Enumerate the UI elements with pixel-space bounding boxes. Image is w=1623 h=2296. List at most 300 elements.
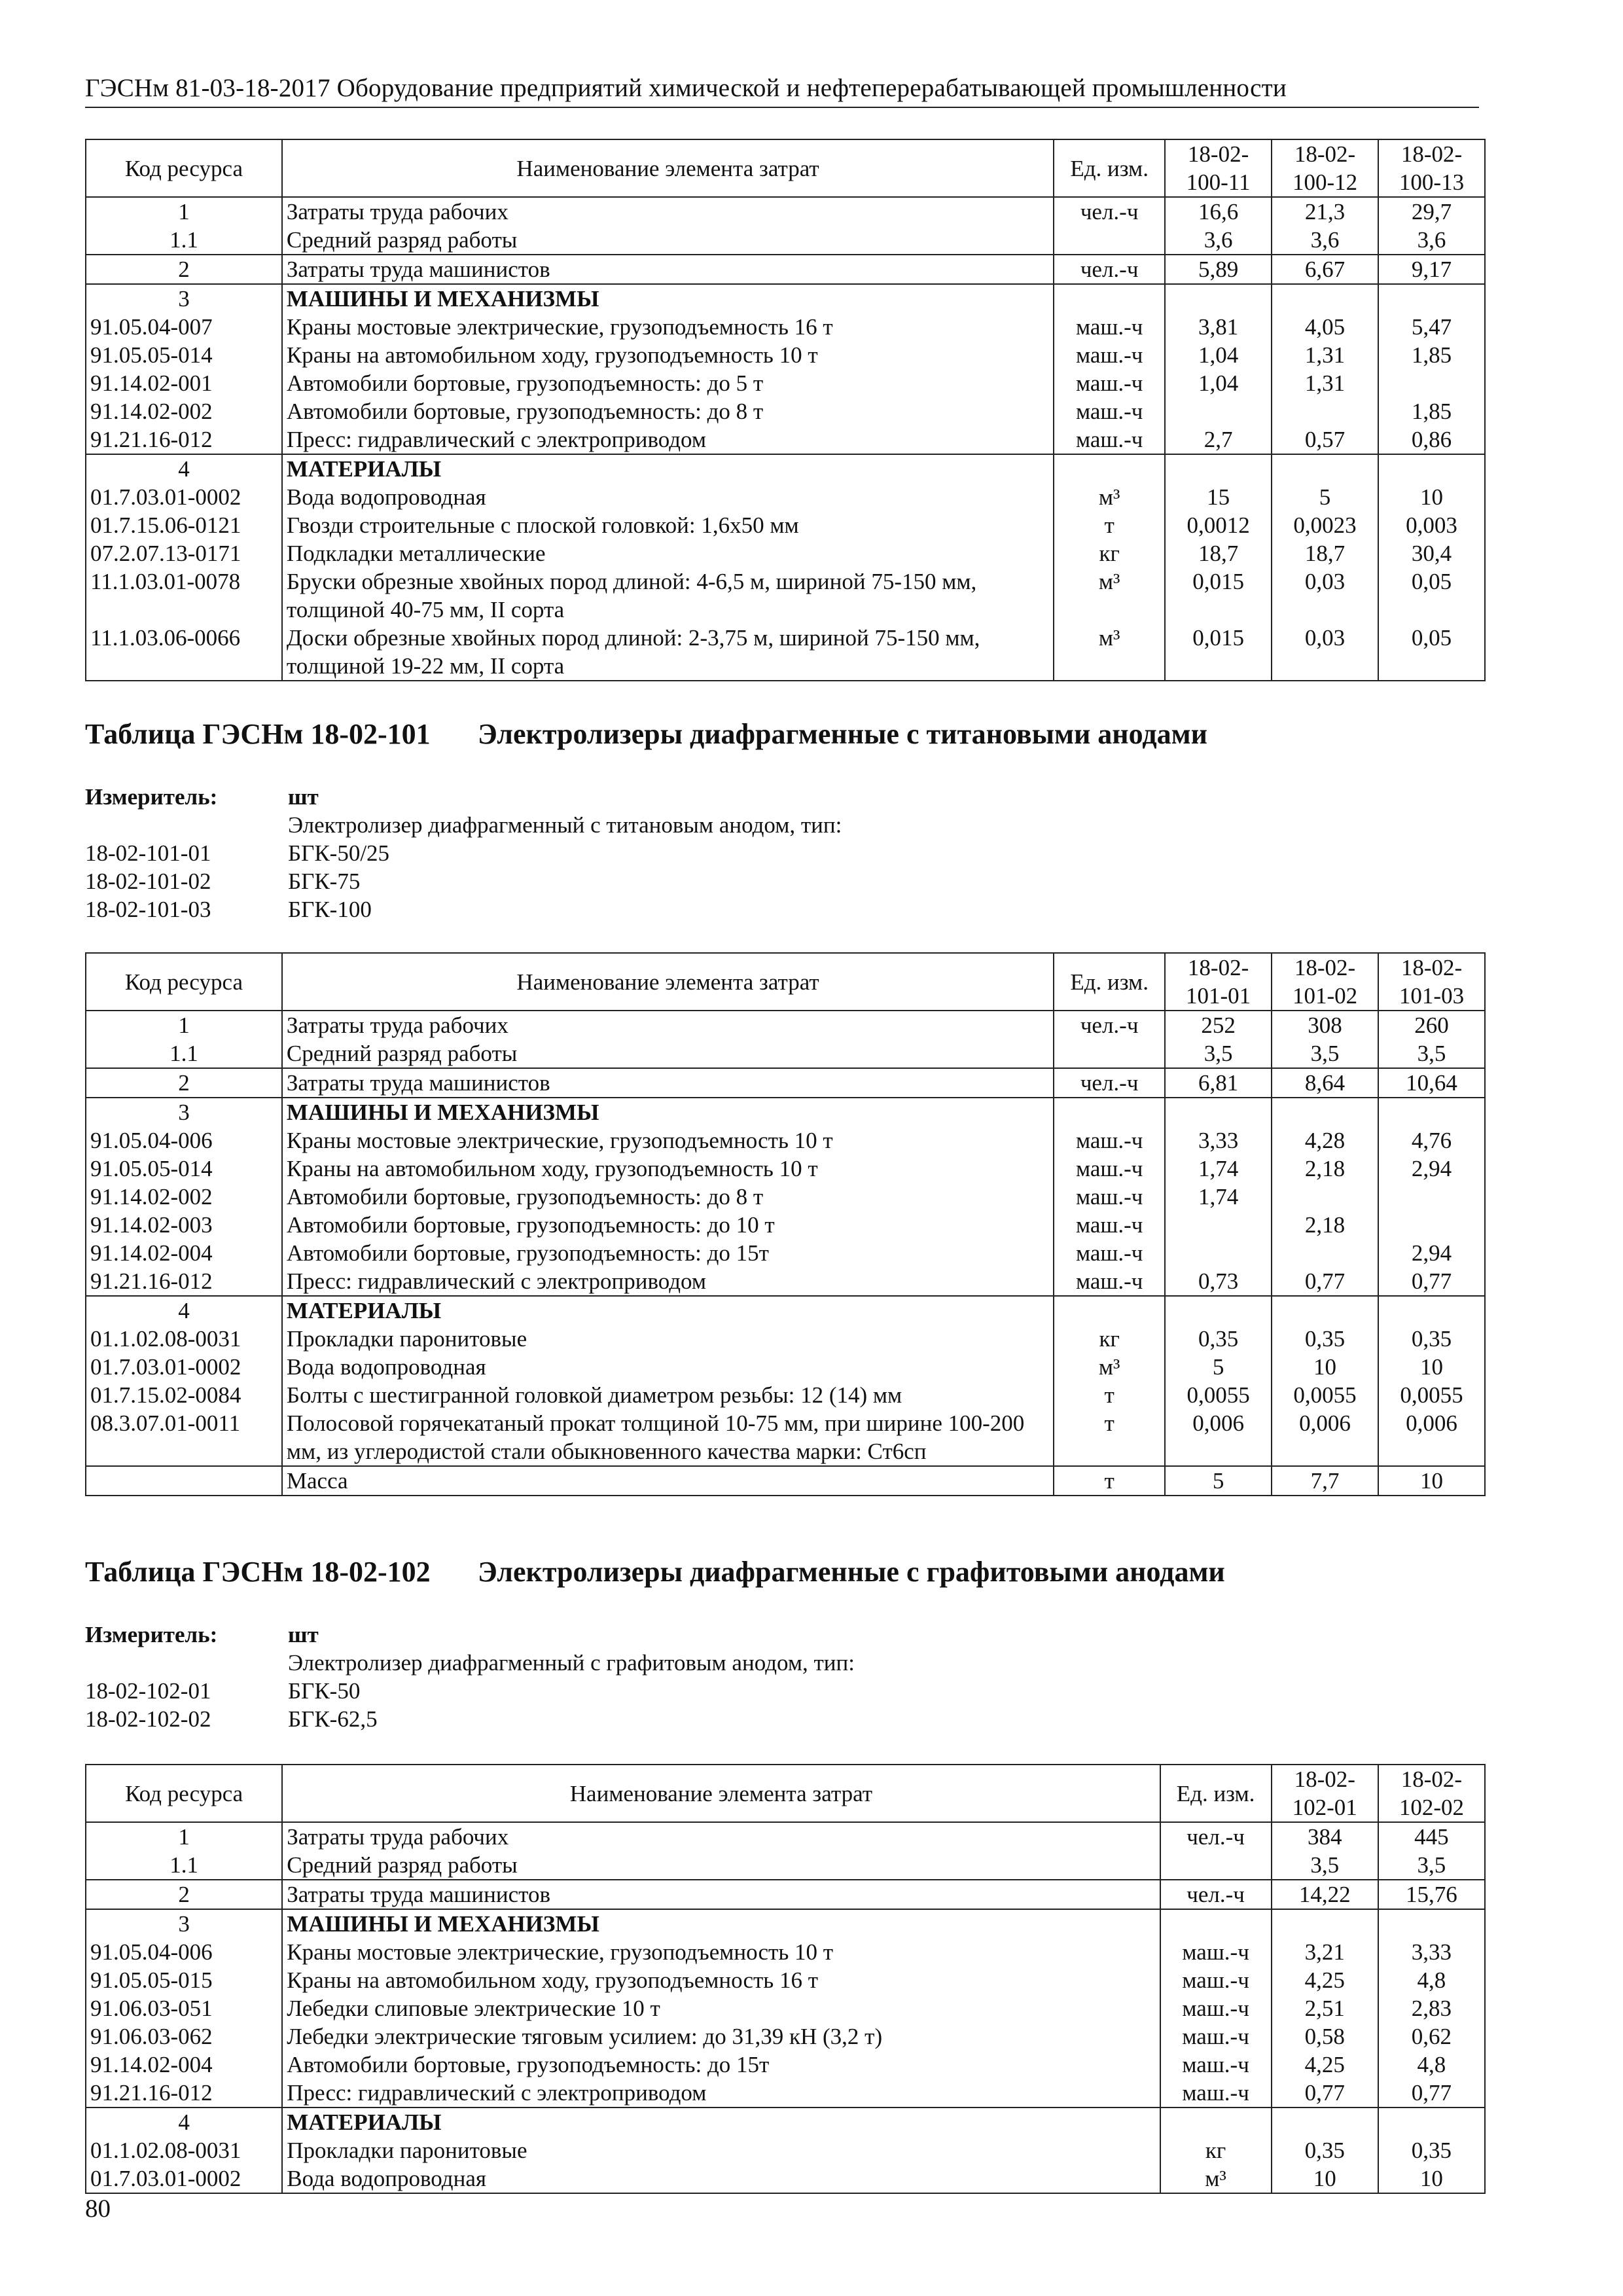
resource-code: 91.21.16-012 [86, 1267, 282, 1296]
resource-value: 0,0012 [1165, 511, 1272, 539]
item-name: БГК-75 [288, 869, 361, 894]
table-row [86, 1183, 1485, 1211]
table-row [86, 1822, 1485, 1851]
table-row [86, 2136, 1485, 2164]
resource-code: 91.21.16-012 [86, 2079, 282, 2108]
resource-value: 10 [1378, 1353, 1485, 1381]
resource-value [1378, 369, 1485, 397]
column-header: 18-02-101-03 [1378, 953, 1485, 1011]
measure-description: Электролизер диафрагменный с графитовым анодом, тип: [288, 1650, 855, 1676]
resource-name: Затраты труда машинистов [282, 255, 1054, 284]
resource-unit: чел.-ч [1054, 255, 1165, 284]
resource-code: 4 [86, 2108, 282, 2136]
resource-value: 5 [1165, 1466, 1272, 1496]
resource-value: 3,5 [1165, 1039, 1272, 1068]
page-header: ГЭСНм 81-03-18-2017 Оборудование предприятий химической и нефтеперерабатывающей промышленности [85, 73, 1479, 108]
resource-unit: чел.-ч [1160, 1822, 1272, 1851]
resource-unit [1160, 1909, 1272, 1938]
resource-name: Полосовой горячекатаный прокат толщиной 10-75 мм, при ширине 100-200 мм, из углеродистой стали обыкновенного качества марки: Ст6сп [282, 1409, 1054, 1466]
resource-unit: т [1054, 1381, 1165, 1409]
resource-name: Пресс: гидравлический с электроприводом [282, 2079, 1160, 2108]
resource-value [1165, 397, 1272, 425]
resource-code: 01.7.15.06-0121 [86, 511, 282, 539]
resource-code: 11.1.03.01-0078 [86, 567, 282, 624]
resource-value [1165, 1211, 1272, 1239]
column-header: 18-02-101-02 [1272, 953, 1378, 1011]
resource-value: 0,35 [1272, 1325, 1378, 1353]
measure-block-18-02-101 [85, 783, 842, 924]
resource-value: 0,35 [1378, 1325, 1485, 1353]
table-row [86, 483, 1485, 511]
resource-unit: маш.-ч [1054, 369, 1165, 397]
measure-description: Электролизер диафрагменный с титановым анодом, тип: [288, 812, 842, 838]
resource-value: 0,05 [1378, 624, 1485, 681]
resource-value [1165, 1296, 1272, 1325]
resource-name: Подкладки металлические [282, 539, 1054, 567]
resource-name: Автомобили бортовые, грузоподъемность: до 5 т [282, 369, 1054, 397]
table-row [86, 1938, 1485, 1966]
table-row [86, 1068, 1485, 1098]
resource-value: 0,62 [1378, 2022, 1485, 2051]
item-code: 18-02-101-03 [85, 897, 211, 922]
resource-name: Автомобили бортовые, грузоподъемность: до 8 т [282, 1183, 1054, 1211]
resource-value: 30,4 [1378, 539, 1485, 567]
column-header: Код ресурса [86, 139, 282, 197]
resource-name: Лебедки слиповые электрические 10 т [282, 1994, 1160, 2022]
resource-value: 0,03 [1272, 567, 1378, 624]
resource-value: 9,17 [1378, 255, 1485, 284]
resource-value: 0,73 [1165, 1267, 1272, 1296]
resource-code: 01.1.02.08-0031 [86, 1325, 282, 1353]
resource-value: 252 [1165, 1011, 1272, 1039]
resource-value: 5,89 [1165, 255, 1272, 284]
resource-value: 10 [1378, 483, 1485, 511]
resource-code [86, 1466, 282, 1496]
resource-unit: чел.-ч [1054, 1068, 1165, 1098]
resource-value: 15 [1165, 483, 1272, 511]
resource-name: Прокладки паронитовые [282, 2136, 1160, 2164]
table-row [86, 1211, 1485, 1239]
resource-code: 1 [86, 1822, 282, 1851]
resource-value: 7,7 [1272, 1466, 1378, 1496]
resource-name: Краны мостовые электрические, грузоподъемность 10 т [282, 1938, 1160, 1966]
resource-unit: м³ [1054, 624, 1165, 681]
resource-code: 3 [86, 284, 282, 313]
resource-value: 3,5 [1272, 1851, 1378, 1880]
resource-code: 91.05.05-015 [86, 1966, 282, 1994]
resource-unit: м³ [1054, 567, 1165, 624]
table-row [86, 1296, 1485, 1325]
table-row [86, 1039, 1485, 1068]
resource-value: 0,003 [1378, 511, 1485, 539]
table-row [86, 567, 1485, 624]
resource-value [1165, 1239, 1272, 1267]
resource-value [1272, 1098, 1378, 1126]
resource-code: 91.05.05-014 [86, 341, 282, 369]
table-row [86, 1098, 1485, 1126]
resource-unit: кг [1160, 2136, 1272, 2164]
table-row [86, 1155, 1485, 1183]
resource-name: Затраты труда машинистов [282, 1068, 1054, 1098]
measure-unit: шт [288, 784, 319, 810]
resource-value: 2,18 [1272, 1155, 1378, 1183]
resource-code: 2 [86, 1068, 282, 1098]
resource-name: Автомобили бортовые, грузоподъемность: до 15т [282, 1239, 1054, 1267]
resource-value: 0,006 [1272, 1409, 1378, 1466]
resource-value [1272, 397, 1378, 425]
resource-value: 0,77 [1378, 1267, 1485, 1296]
column-header: 18-02-100-11 [1165, 139, 1272, 197]
table-row [86, 425, 1485, 454]
resource-unit: маш.-ч [1054, 1267, 1165, 1296]
resource-value: 1,04 [1165, 369, 1272, 397]
resource-value [1378, 1098, 1485, 1126]
table-header-row [86, 1765, 1485, 1822]
resource-name: Болты с шестигранной головкой диаметром резьбы: 12 (14) мм [282, 1381, 1054, 1409]
resource-code: 1.1 [86, 1851, 282, 1880]
resource-value [1378, 454, 1485, 483]
resource-name: Затраты труда рабочих [282, 197, 1054, 226]
table-row [86, 2079, 1485, 2108]
resource-value: 0,35 [1272, 2136, 1378, 2164]
resource-value: 1,31 [1272, 369, 1378, 397]
resource-code: 91.05.04-006 [86, 1938, 282, 1966]
resource-code: 91.14.02-002 [86, 397, 282, 425]
item-name: БГК-50 [288, 1678, 361, 1704]
resource-value [1165, 1098, 1272, 1126]
resource-code: 3 [86, 1909, 282, 1938]
resource-unit [1054, 454, 1165, 483]
section-title-18-02-101 [85, 717, 1207, 751]
resource-code: 91.14.02-001 [86, 369, 282, 397]
resource-value: 10 [1378, 2164, 1485, 2193]
table-title: Электролизеры диафрагменные с графитовыми анодами [478, 1556, 1225, 1588]
resource-value: 4,8 [1378, 2051, 1485, 2079]
resource-code: 3 [86, 1098, 282, 1126]
resource-value: 5 [1272, 483, 1378, 511]
page-number: 80 [85, 2195, 111, 2223]
resource-code: 01.1.02.08-0031 [86, 2136, 282, 2164]
measure-label: Измеритель: [85, 1622, 218, 1647]
resource-name: Пресс: гидравлический с электроприводом [282, 425, 1054, 454]
measure-block-18-02-102 [85, 1621, 855, 1733]
resource-name: Масса [282, 1466, 1054, 1496]
column-header: Наименование элемента затрат [282, 139, 1054, 197]
resource-unit: маш.-ч [1054, 1126, 1165, 1155]
resource-value: 10 [1378, 1466, 1485, 1496]
resource-code: 91.21.16-012 [86, 425, 282, 454]
resource-name: Бруски обрезные хвойных пород длиной: 4-6,5 м, шириной 75-150 мм, толщиной 40-75 мм, II сорта [282, 567, 1054, 624]
resource-value: 3,21 [1272, 1938, 1378, 1966]
table-title: Электролизеры диафрагменные с титановыми анодами [478, 718, 1207, 750]
resource-value: 0,0055 [1272, 1381, 1378, 1409]
resource-value: 5,47 [1378, 313, 1485, 341]
resource-code: 2 [86, 1880, 282, 1909]
item-name: БГК-100 [288, 897, 372, 922]
resource-value: 8,64 [1272, 1068, 1378, 1098]
resource-name: МАШИНЫ И МЕХАНИЗМЫ [282, 284, 1054, 313]
table-row [86, 1851, 1485, 1880]
resource-unit [1054, 1098, 1165, 1126]
resource-code: 2 [86, 255, 282, 284]
item-code: 18-02-101-02 [85, 869, 211, 894]
resource-value: 0,0055 [1165, 1381, 1272, 1409]
column-header: 18-02-101-01 [1165, 953, 1272, 1011]
resource-unit: маш.-ч [1160, 2022, 1272, 2051]
resource-value: 4,25 [1272, 1966, 1378, 1994]
resource-code: 91.06.03-051 [86, 1994, 282, 2022]
resource-value: 4,28 [1272, 1126, 1378, 1155]
resource-value: 0,35 [1165, 1325, 1272, 1353]
resource-value: 6,81 [1165, 1068, 1272, 1098]
resource-name: Затраты труда рабочих [282, 1011, 1054, 1039]
resource-value: 3,6 [1378, 226, 1485, 255]
resource-unit [1160, 2108, 1272, 2136]
resource-value: 1,85 [1378, 341, 1485, 369]
resource-name: Краны мостовые электрические, грузоподъемность 16 т [282, 313, 1054, 341]
resource-name: МАТЕРИАЛЫ [282, 2108, 1160, 2136]
resource-value: 3,5 [1378, 1039, 1485, 1068]
resource-unit: маш.-ч [1160, 2051, 1272, 2079]
column-header: Код ресурса [86, 1765, 282, 1822]
resource-value: 1,74 [1165, 1155, 1272, 1183]
resource-code: 01.7.15.02-0084 [86, 1381, 282, 1409]
resource-unit: маш.-ч [1054, 1155, 1165, 1183]
resource-value: 0,58 [1272, 2022, 1378, 2051]
resource-value: 0,006 [1378, 1409, 1485, 1466]
resource-value: 260 [1378, 1011, 1485, 1039]
table-row [86, 1267, 1485, 1296]
table-row [86, 397, 1485, 425]
resource-value: 445 [1378, 1822, 1485, 1851]
table-row [86, 1011, 1485, 1039]
resource-value: 2,83 [1378, 1994, 1485, 2022]
resource-value: 3,81 [1165, 313, 1272, 341]
table-row [86, 1409, 1485, 1466]
resource-name: МАШИНЫ И МЕХАНИЗМЫ [282, 1909, 1160, 1938]
resource-name: Автомобили бортовые, грузоподъемность: до 15т [282, 2051, 1160, 2079]
resource-value: 0,77 [1378, 2079, 1485, 2108]
resource-name: Краны на автомобильном ходу, грузоподъемность 10 т [282, 1155, 1054, 1183]
resource-value: 15,76 [1378, 1880, 1485, 1909]
resource-name: Краны на автомобильном ходу, грузоподъемность 16 т [282, 1966, 1160, 1994]
resource-value [1165, 284, 1272, 313]
column-header: Ед. изм. [1054, 953, 1165, 1011]
resource-unit: маш.-ч [1054, 1211, 1165, 1239]
resource-value [1272, 1296, 1378, 1325]
resource-unit [1054, 1039, 1165, 1068]
resource-value: 4,76 [1378, 1126, 1485, 1155]
resource-code: 91.06.03-062 [86, 2022, 282, 2051]
table-row [86, 624, 1485, 681]
table-row [86, 1994, 1485, 2022]
resource-value: 6,67 [1272, 255, 1378, 284]
resource-name: Прокладки паронитовые [282, 1325, 1054, 1353]
resource-name: Средний разряд работы [282, 1851, 1160, 1880]
table-row [86, 1381, 1485, 1409]
resource-value: 2,94 [1378, 1155, 1485, 1183]
table-row [86, 369, 1485, 397]
resource-name: Вода водопроводная [282, 1353, 1054, 1381]
resource-unit: м³ [1160, 2164, 1272, 2193]
table-row [86, 313, 1485, 341]
column-header: Код ресурса [86, 953, 282, 1011]
resource-unit: т [1054, 1409, 1165, 1466]
resource-unit: маш.-ч [1054, 425, 1165, 454]
resource-unit: маш.-ч [1054, 313, 1165, 341]
resource-value [1272, 2108, 1378, 2136]
column-header: Ед. изм. [1160, 1765, 1272, 1822]
resource-value: 3,5 [1272, 1039, 1378, 1068]
column-header: Наименование элемента затрат [282, 953, 1054, 1011]
resource-name: Автомобили бортовые, грузоподъемность: до 8 т [282, 397, 1054, 425]
resource-value [1272, 454, 1378, 483]
table-row [86, 1966, 1485, 1994]
table-row [86, 1353, 1485, 1381]
resource-value: 5 [1165, 1353, 1272, 1381]
resource-value: 3,5 [1378, 1851, 1485, 1880]
resource-value: 18,7 [1165, 539, 1272, 567]
resource-value: 3,33 [1165, 1126, 1272, 1155]
resource-value: 4,05 [1272, 313, 1378, 341]
resource-value: 29,7 [1378, 197, 1485, 226]
item-code: 18-02-101-01 [85, 840, 211, 866]
resource-name: Краны на автомобильном ходу, грузоподъемность 10 т [282, 341, 1054, 369]
resource-code: 07.2.07.13-0171 [86, 539, 282, 567]
resource-value: 4,25 [1272, 2051, 1378, 2079]
table-number: Таблица ГЭСНм 18-02-101 [85, 718, 431, 750]
resource-value: 3,6 [1272, 226, 1378, 255]
resource-code: 1 [86, 1011, 282, 1039]
resource-value: 2,18 [1272, 1211, 1378, 1239]
resource-code: 91.05.04-007 [86, 313, 282, 341]
resource-unit: маш.-ч [1160, 1938, 1272, 1966]
table-row [86, 341, 1485, 369]
resource-unit [1054, 284, 1165, 313]
resource-unit: т [1054, 511, 1165, 539]
table-row [86, 255, 1485, 284]
resource-value [1272, 1183, 1378, 1211]
resource-unit [1160, 1851, 1272, 1880]
resource-value [1378, 1909, 1485, 1938]
resource-name: Пресс: гидравлический с электроприводом [282, 1267, 1054, 1296]
table-row [86, 2164, 1485, 2193]
resource-name: МАТЕРИАЛЫ [282, 454, 1054, 483]
resource-value [1378, 1296, 1485, 1325]
resource-value [1165, 454, 1272, 483]
resource-code: 91.05.04-006 [86, 1126, 282, 1155]
section-title-18-02-102 [85, 1555, 1225, 1588]
resource-unit: маш.-ч [1054, 1183, 1165, 1211]
resource-name: МАШИНЫ И МЕХАНИЗМЫ [282, 1098, 1054, 1126]
table-row [86, 2051, 1485, 2079]
resource-code: 11.1.03.06-0066 [86, 624, 282, 681]
resource-value: 10 [1272, 1353, 1378, 1381]
resource-code: 1.1 [86, 1039, 282, 1068]
resource-value [1378, 284, 1485, 313]
table-row [86, 1466, 1485, 1496]
table-row [86, 2022, 1485, 2051]
resource-value: 0,05 [1378, 567, 1485, 624]
item-name: БГК-62,5 [288, 1706, 378, 1732]
table-row [86, 1325, 1485, 1353]
resource-name: Вода водопроводная [282, 2164, 1160, 2193]
table-row [86, 1909, 1485, 1938]
resource-name: Средний разряд работы [282, 226, 1054, 255]
resource-name: Затраты труда машинистов [282, 1880, 1160, 1909]
resource-unit: м³ [1054, 1353, 1165, 1381]
table-row [86, 226, 1485, 255]
resource-value: 0,03 [1272, 624, 1378, 681]
resource-code: 91.14.02-004 [86, 2051, 282, 2079]
resource-value: 0,0023 [1272, 511, 1378, 539]
resource-name: Затраты труда рабочих [282, 1822, 1160, 1851]
item-code: 18-02-102-01 [85, 1678, 211, 1704]
resource-value: 21,3 [1272, 197, 1378, 226]
resource-value: 4,8 [1378, 1966, 1485, 1994]
item-name: БГК-50/25 [288, 840, 390, 866]
resource-table-18-02-102 [85, 1764, 1486, 2194]
resource-value: 2,94 [1378, 1239, 1485, 1267]
resource-code: 91.14.02-004 [86, 1239, 282, 1267]
resource-unit: маш.-ч [1054, 397, 1165, 425]
resource-value: 2,7 [1165, 425, 1272, 454]
table-row [86, 539, 1485, 567]
resource-name: Средний разряд работы [282, 1039, 1054, 1068]
resource-value: 16,6 [1165, 197, 1272, 226]
resource-value: 14,22 [1272, 1880, 1378, 1909]
resource-value: 0,86 [1378, 425, 1485, 454]
resource-value: 0,35 [1378, 2136, 1485, 2164]
resource-code: 1.1 [86, 226, 282, 255]
resource-unit: чел.-ч [1160, 1880, 1272, 1909]
column-header: 18-02-102-02 [1378, 1765, 1485, 1822]
resource-value: 0,006 [1165, 1409, 1272, 1466]
table-row [86, 197, 1485, 226]
measure-unit: шт [288, 1622, 319, 1647]
resource-code: 91.14.02-002 [86, 1183, 282, 1211]
resource-code: 01.7.03.01-0002 [86, 483, 282, 511]
resource-value [1272, 1909, 1378, 1938]
resource-name: Гвозди строительные с плоской головкой: 1,6x50 мм [282, 511, 1054, 539]
resource-code: 4 [86, 1296, 282, 1325]
resource-value [1272, 1239, 1378, 1267]
column-header: 18-02-102-01 [1272, 1765, 1378, 1822]
resource-unit: маш.-ч [1160, 1966, 1272, 1994]
resource-table-18-02-100 [85, 139, 1486, 681]
resource-value: 3,6 [1165, 226, 1272, 255]
table-header-row [86, 139, 1485, 197]
resource-value: 1,74 [1165, 1183, 1272, 1211]
resource-value [1378, 1183, 1485, 1211]
table-row [86, 1126, 1485, 1155]
resource-code: 08.3.07.01-0011 [86, 1409, 282, 1466]
resource-value: 10,64 [1378, 1068, 1485, 1098]
column-header: 18-02-100-12 [1272, 139, 1378, 197]
resource-value: 308 [1272, 1011, 1378, 1039]
resource-unit [1054, 1296, 1165, 1325]
resource-name: Вода водопроводная [282, 483, 1054, 511]
table-header-row [86, 953, 1485, 1011]
resource-code: 91.14.02-003 [86, 1211, 282, 1239]
measure-label: Измеритель: [85, 784, 218, 810]
table-row [86, 511, 1485, 539]
resource-value: 2,51 [1272, 1994, 1378, 2022]
resource-value: 0,015 [1165, 624, 1272, 681]
column-header: Наименование элемента затрат [282, 1765, 1160, 1822]
resource-value: 1,31 [1272, 341, 1378, 369]
resource-code: 1 [86, 197, 282, 226]
